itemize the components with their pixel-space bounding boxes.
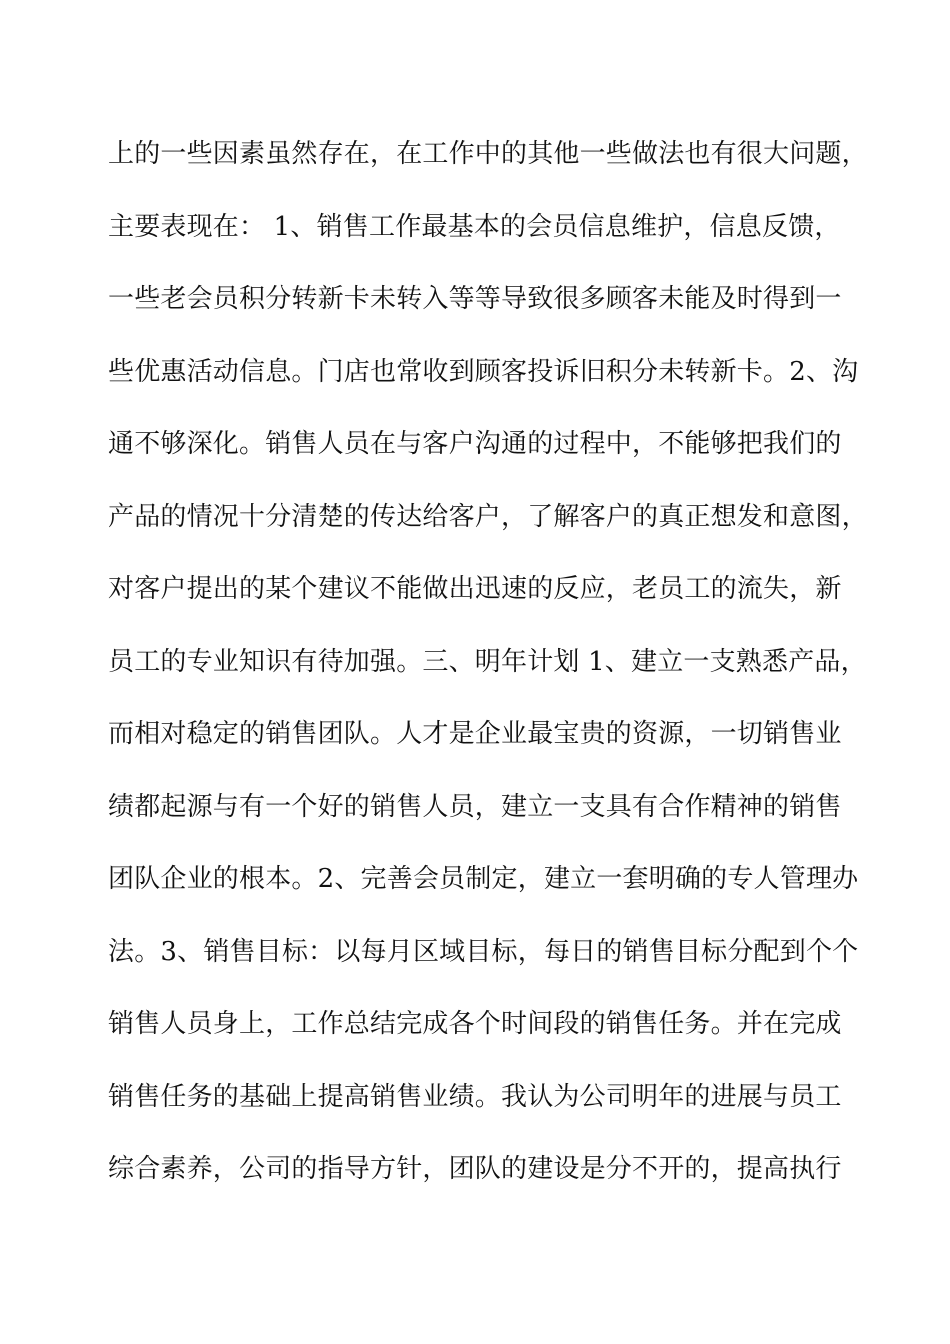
text-line: 员工的专业知识有待加强。三、明年计划 1、建立一支熟悉产品， xyxy=(108,646,867,677)
text-line: 而相对稳定的销售团队。人才是企业最宝贵的资源，一切销售业 xyxy=(108,719,842,749)
text-line: 绩都起源与有一个好的销售人员，建立一支具有合作精神的销售 xyxy=(108,791,842,822)
text-line: 通不够深化。销售人员在与客户沟通的过程中，不能够把我们的 xyxy=(108,429,842,459)
text-line: 法。3、销售目标：以每月区域目标，每日的销售目标分配到个个 xyxy=(108,936,859,967)
text-line: 销售任务的基础上提高销售业绩。我认为公司明年的进展与员工 xyxy=(108,1081,842,1112)
body-text xyxy=(108,128,868,1216)
text-line: 一些老会员积分转新卡未转入等等导致很多顾客未能及时得到一 xyxy=(108,284,842,314)
text-line: 团队企业的根本。2、完善会员制定，建立一套明确的专人管理办 xyxy=(108,864,859,894)
text-line: 销售人员身上，工作总结完成各个时间段的销售任务。并在完成 xyxy=(108,1009,842,1039)
text-line: 上的一些因素虽然存在，在工作中的其他一些做法也有很大问题， xyxy=(108,139,868,169)
text-line: 主要表现在： 1、销售工作最基本的会员信息维护，信息反馈， xyxy=(108,211,841,242)
text-line: 产品的情况十分清楚的传达给客户，了解客户的真正想发和意图， xyxy=(108,501,868,532)
text-line: 些优惠活动信息。门店也常收到顾客投诉旧积分未转新卡。2、沟 xyxy=(108,356,859,387)
text-line: 对客户提出的某个建议不能做出迅速的反应，老员工的流失，新 xyxy=(108,574,842,604)
text-line: 综合素养，公司的指导方针，团队的建设是分不开的，提高执行 xyxy=(108,1154,842,1184)
